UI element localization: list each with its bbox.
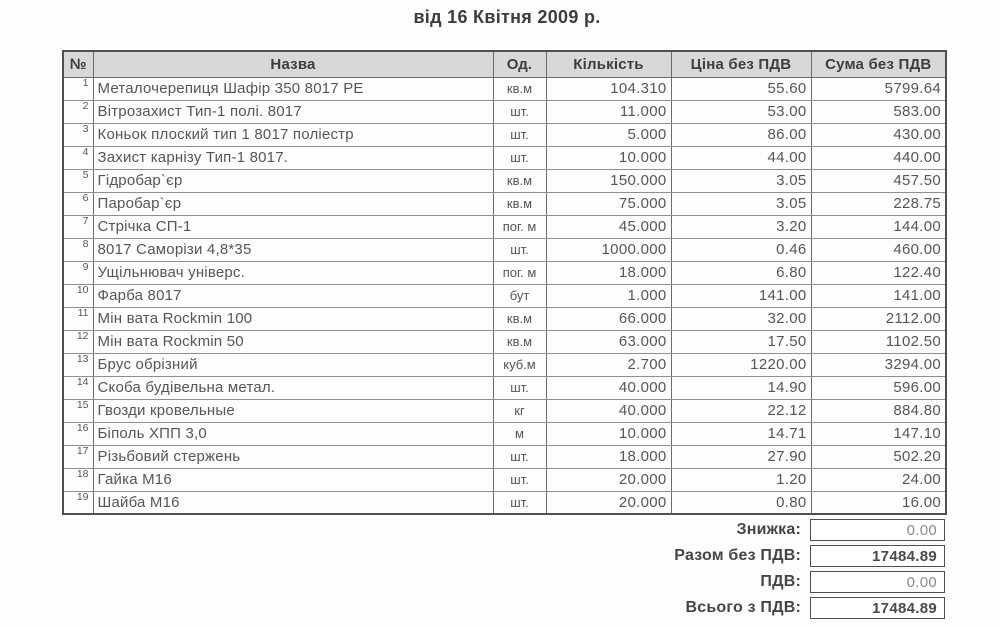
summary-label: ПДВ:	[760, 573, 801, 590]
unit-cell: кв.м	[493, 192, 546, 215]
table-row	[63, 123, 946, 146]
row-number-cell: 12	[63, 330, 93, 353]
price-cell: 32.00	[671, 307, 811, 330]
item-name-cell: Гвозди кровельные	[93, 399, 493, 422]
row-number-cell: 15	[63, 399, 93, 422]
header-name: Назва	[93, 51, 493, 77]
table-row	[63, 100, 946, 123]
sum-cell: 2112.00	[811, 307, 946, 330]
price-cell: 17.50	[671, 330, 811, 353]
table-row	[63, 468, 946, 491]
price-cell: 3.05	[671, 192, 811, 215]
table-row	[63, 307, 946, 330]
item-name-cell: Фарба 8017	[93, 284, 493, 307]
row-number-cell: 16	[63, 422, 93, 445]
item-name-cell: Стрічка СП-1	[93, 215, 493, 238]
price-cell: 22.12	[671, 399, 811, 422]
table-row	[63, 261, 946, 284]
sum-cell: 1102.50	[811, 330, 946, 353]
summary-value: 17484.89	[872, 547, 937, 565]
summary-row	[62, 597, 945, 619]
summary-label: Знижка:	[736, 521, 801, 538]
sum-cell: 430.00	[811, 123, 946, 146]
row-number-cell: 2	[63, 100, 93, 123]
item-name-cell: Вітрозахист Тип-1 полі. 8017	[93, 100, 493, 123]
unit-cell: кг	[493, 399, 546, 422]
unit-cell: кв.м	[493, 330, 546, 353]
row-number-cell: 10	[63, 284, 93, 307]
price-cell: 44.00	[671, 146, 811, 169]
quantity-cell: 20.000	[546, 491, 671, 514]
table-row	[63, 353, 946, 376]
sum-cell: 16.00	[811, 491, 946, 514]
quantity-cell: 10.000	[546, 422, 671, 445]
quantity-cell: 2.700	[546, 353, 671, 376]
summary-totals	[62, 519, 945, 623]
document-date-title: від 16 Квітня 2009 р.	[413, 7, 601, 27]
sum-cell: 884.80	[811, 399, 946, 422]
quantity-cell: 5.000	[546, 123, 671, 146]
table-row	[63, 445, 946, 468]
quantity-cell: 1000.000	[546, 238, 671, 261]
sum-cell: 3294.00	[811, 353, 946, 376]
sum-cell: 141.00	[811, 284, 946, 307]
header-number: №	[63, 51, 93, 77]
table-row	[63, 192, 946, 215]
sum-cell: 460.00	[811, 238, 946, 261]
price-cell: 14.90	[671, 376, 811, 399]
unit-cell: шт.	[493, 491, 546, 514]
quantity-cell: 18.000	[546, 261, 671, 284]
summary-row	[62, 571, 945, 593]
table-row	[63, 399, 946, 422]
sum-cell: 440.00	[811, 146, 946, 169]
item-name-cell: Металочерепиця Шафір 350 8017 PE	[93, 77, 493, 100]
row-number-cell: 19	[63, 491, 93, 514]
table-row	[63, 215, 946, 238]
sum-cell: 596.00	[811, 376, 946, 399]
header-price-no-vat: Ціна без ПДВ	[671, 51, 811, 77]
quantity-cell: 18.000	[546, 445, 671, 468]
unit-cell: кв.м	[493, 307, 546, 330]
sum-cell: 5799.64	[811, 77, 946, 100]
quantity-cell: 66.000	[546, 307, 671, 330]
quantity-cell: 40.000	[546, 376, 671, 399]
unit-cell: шт.	[493, 445, 546, 468]
row-number-cell: 4	[63, 146, 93, 169]
sum-cell: 144.00	[811, 215, 946, 238]
quantity-cell: 150.000	[546, 169, 671, 192]
row-number-cell: 11	[63, 307, 93, 330]
summary-value: 17484.89	[872, 599, 937, 617]
quantity-cell: 75.000	[546, 192, 671, 215]
quantity-cell: 10.000	[546, 146, 671, 169]
unit-cell: шт.	[493, 238, 546, 261]
unit-cell: шт.	[493, 100, 546, 123]
price-cell: 0.80	[671, 491, 811, 514]
header-unit: Од.	[493, 51, 546, 77]
unit-cell: шт.	[493, 123, 546, 146]
item-name-cell: Різьбовий стержень	[93, 445, 493, 468]
summary-value-box	[810, 597, 945, 619]
row-number-cell: 18	[63, 468, 93, 491]
item-name-cell: Брус обрізний	[93, 353, 493, 376]
row-number-cell: 7	[63, 215, 93, 238]
price-cell: 0.46	[671, 238, 811, 261]
item-name-cell: Ущільнювач універс.	[93, 261, 493, 284]
table-row	[63, 238, 946, 261]
row-number-cell: 5	[63, 169, 93, 192]
summary-value-box	[810, 545, 945, 567]
price-cell: 86.00	[671, 123, 811, 146]
sum-cell: 457.50	[811, 169, 946, 192]
unit-cell: шт.	[493, 376, 546, 399]
price-cell: 1220.00	[671, 353, 811, 376]
price-cell: 6.80	[671, 261, 811, 284]
summary-row	[62, 519, 945, 541]
row-number-cell: 8	[63, 238, 93, 261]
unit-cell: пог. м	[493, 261, 546, 284]
price-cell: 53.00	[671, 100, 811, 123]
row-number-cell: 6	[63, 192, 93, 215]
quantity-cell: 63.000	[546, 330, 671, 353]
item-name-cell: Мін вата Rockmin 50	[93, 330, 493, 353]
price-cell: 141.00	[671, 284, 811, 307]
sum-cell: 583.00	[811, 100, 946, 123]
item-name-cell: Коньок плоский тип 1 8017 поліестр	[93, 123, 493, 146]
unit-cell: пог. м	[493, 215, 546, 238]
unit-cell: куб.м	[493, 353, 546, 376]
item-name-cell: Гайка М16	[93, 468, 493, 491]
table-row	[63, 422, 946, 445]
unit-cell: м	[493, 422, 546, 445]
unit-cell: шт.	[493, 468, 546, 491]
quantity-cell: 45.000	[546, 215, 671, 238]
quantity-cell: 20.000	[546, 468, 671, 491]
item-name-cell: 8017 Саморізи 4,8*35	[93, 238, 493, 261]
price-cell: 14.71	[671, 422, 811, 445]
unit-cell: кв.м	[493, 77, 546, 100]
row-number-cell: 9	[63, 261, 93, 284]
table-row	[63, 376, 946, 399]
table-row	[63, 77, 946, 100]
item-name-cell: Мін вата Rockmin 100	[93, 307, 493, 330]
summary-value: 0.00	[906, 521, 937, 539]
row-number-cell: 3	[63, 123, 93, 146]
row-number-cell: 14	[63, 376, 93, 399]
header-sum-no-vat: Сума без ПДВ	[811, 51, 946, 77]
summary-row	[62, 545, 945, 567]
sum-cell: 24.00	[811, 468, 946, 491]
table-row	[63, 491, 946, 514]
item-name-cell: Шайба М16	[93, 491, 493, 514]
item-name-cell: Скоба будівельна метал.	[93, 376, 493, 399]
invoice-items-table	[62, 50, 947, 515]
quantity-cell: 104.310	[546, 77, 671, 100]
quantity-cell: 11.000	[546, 100, 671, 123]
price-cell: 3.20	[671, 215, 811, 238]
items-tbody	[63, 77, 946, 514]
row-number-cell: 1	[63, 77, 93, 100]
unit-cell: кв.м	[493, 169, 546, 192]
table-row	[63, 169, 946, 192]
row-number-cell: 17	[63, 445, 93, 468]
price-cell: 1.20	[671, 468, 811, 491]
unit-cell: бут	[493, 284, 546, 307]
price-cell: 27.90	[671, 445, 811, 468]
summary-value: 0.00	[906, 573, 937, 591]
sum-cell: 502.20	[811, 445, 946, 468]
table-row	[63, 330, 946, 353]
sum-cell: 147.10	[811, 422, 946, 445]
sum-cell: 228.75	[811, 192, 946, 215]
table-row	[63, 284, 946, 307]
unit-cell: шт.	[493, 146, 546, 169]
summary-value-box	[810, 571, 945, 593]
quantity-cell: 40.000	[546, 399, 671, 422]
item-name-cell: Паробар`єр	[93, 192, 493, 215]
price-cell: 55.60	[671, 77, 811, 100]
summary-label: Всього з ПДВ:	[685, 599, 801, 616]
price-cell: 3.05	[671, 169, 811, 192]
table-row	[63, 146, 946, 169]
item-name-cell: Біполь ХПП 3,0	[93, 422, 493, 445]
item-name-cell: Захист карнізу Тип-1 8017.	[93, 146, 493, 169]
summary-value-box	[810, 519, 945, 541]
table-header-row	[63, 51, 946, 77]
sum-cell: 122.40	[811, 261, 946, 284]
summary-label: Разом без ПДВ:	[674, 547, 801, 564]
item-name-cell: Гідробар`єр	[93, 169, 493, 192]
header-quantity: Кількість	[546, 51, 671, 77]
quantity-cell: 1.000	[546, 284, 671, 307]
row-number-cell: 13	[63, 353, 93, 376]
